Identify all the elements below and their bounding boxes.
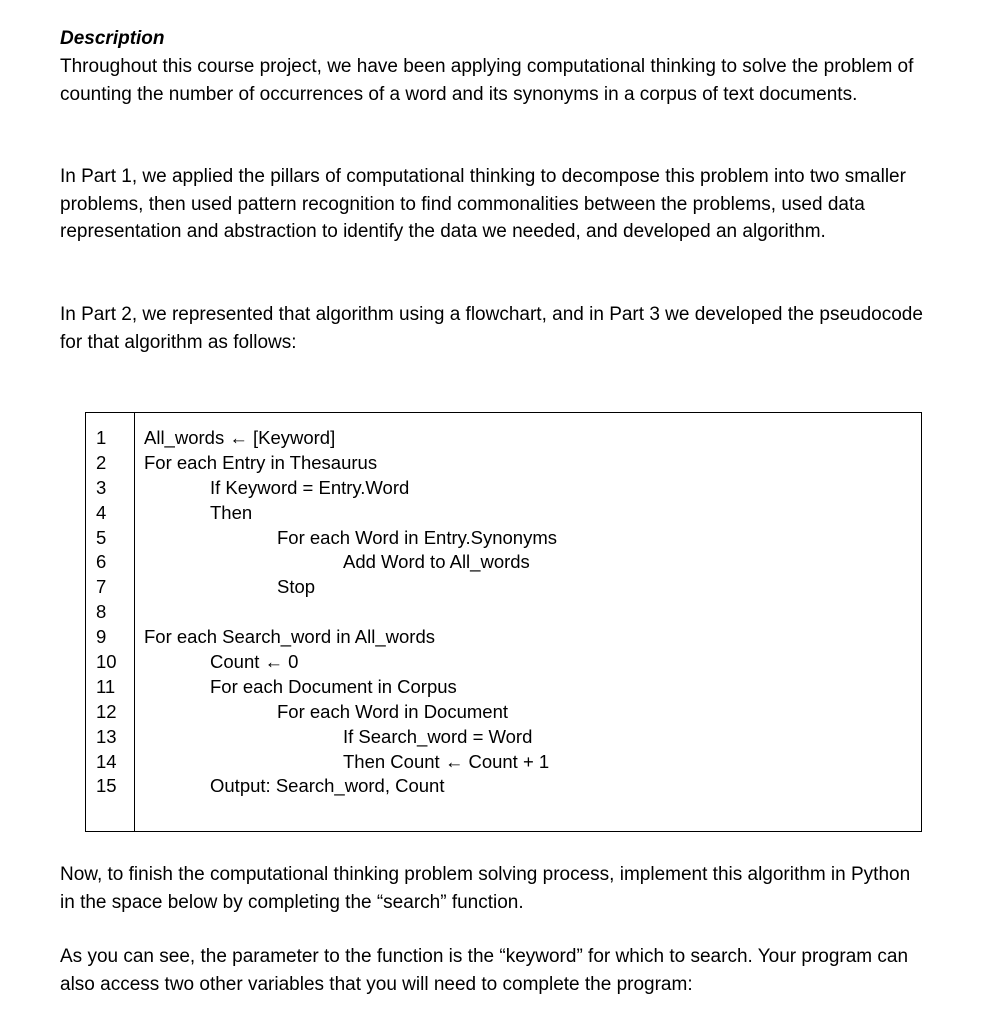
line-number: 1 [96, 427, 107, 448]
line-number: 14 [96, 750, 117, 772]
line-number: 5 [96, 526, 107, 548]
pseudocode-line: Then Count ← Count + 1 [343, 750, 550, 772]
part1-paragraph: In Part 1, we applied the pillars of computational thinking to decompose this problem into two smaller problems, then used pattern recognition to find commonalities between the problems, used data representation and abstraction to identify the data we needed, and developed an algorithm. [60, 166, 906, 242]
parameter-paragraph: As you can see, the parameter to the function is the “keyword” for which to search. Your program can also access two other variables that you will need to complete the program: [60, 946, 909, 995]
line-number: 2 [96, 451, 107, 473]
line-number: 15 [96, 775, 117, 797]
pseudocode-lines [144, 426, 921, 799]
line-number: 4 [96, 501, 107, 523]
pseudocode-line: For each Document in Corpus [210, 675, 457, 697]
pseudocode-line: For each Entry in Thesaurus [144, 451, 378, 473]
part2-paragraph: In Part 2, we represented that algorithm using a flowchart, and in Part 3 we developed the pseudocode for that algorithm as follows: [60, 304, 923, 353]
intro-paragraph: Throughout this course project, we have been applying computational thinking to solve the problem of counting the number of occurrences of a word and its synonyms in a corpus of text documents. [60, 56, 914, 105]
pseudocode-line: Then [210, 501, 253, 523]
description-heading: Description [60, 28, 165, 49]
line-number: 6 [96, 551, 107, 573]
pseudocode-line: For each Search_word in All_words [144, 626, 436, 648]
pseudocode-line: For each Word in Entry.Synonyms [277, 526, 558, 548]
line-number: 9 [96, 626, 107, 648]
pseudocode-box [85, 412, 922, 832]
line-number: 13 [96, 725, 117, 747]
line-number-divider [134, 413, 135, 831]
pseudocode-line: If Search_word = Word [343, 725, 533, 747]
line-number: 11 [96, 675, 116, 697]
pseudocode-line: For each Word in Document [277, 700, 509, 722]
pseudocode-line: All_words ← [Keyword] [144, 427, 336, 448]
line-number-column [86, 426, 134, 799]
line-number: 12 [96, 700, 117, 722]
implement-paragraph: Now, to finish the computational thinking problem solving process, implement this algorithm in Python in the space below by completing the “search” function. [60, 864, 911, 913]
pseudocode-line [144, 600, 921, 625]
pseudocode-line: Count ← 0 [210, 651, 299, 673]
pseudocode-line: Add Word to All_words [343, 551, 530, 573]
pseudocode-line: Output: Search_word, Count [210, 775, 445, 797]
pseudocode-line: Stop [277, 576, 316, 598]
line-number: 3 [96, 476, 107, 498]
line-number: 10 [96, 651, 117, 673]
line-number: 7 [96, 576, 107, 598]
pseudocode-line: If Keyword = Entry.Word [210, 476, 410, 498]
line-number: 8 [96, 601, 107, 623]
